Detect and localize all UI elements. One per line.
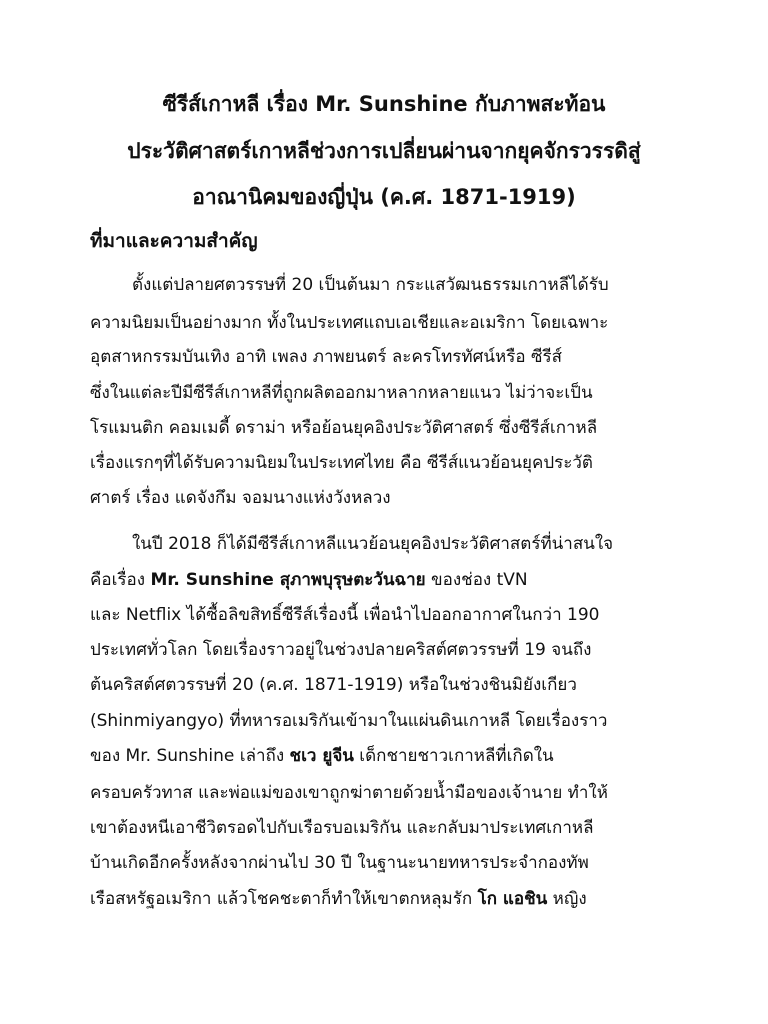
title-line-2: ประวัติศาสตร์เกาหลีช่วงการเปลี่ยนผ่านจากยุคจักรวรรดิสู่ [127, 139, 641, 163]
paragraph-line: ตั้งแต่ปลายศตวรรษที่ 20 เป็นต้นมา กระแสวัฒนธรรมเกาหลีได้รับ [132, 275, 609, 295]
paragraph-line: ครอบครัวทาส และพ่อแม่ของเขาถูกฆ่าตายด้วยน้ำมือของเจ้านาย ทำให้ [90, 783, 608, 803]
text-run: ของ Mr. Sunshine เล่าถึง [90, 746, 290, 766]
text-run: คือเรื่อง [90, 570, 151, 590]
title-line-3: อาณานิคมของญี่ปุ่น (ค.ศ. 1871-1919) [192, 185, 576, 209]
text-run: ของช่อง tVN [425, 570, 528, 590]
drama-title-bold: Mr. Sunshine สุภาพบุรุษตะวันฉาย [150, 570, 426, 590]
section-heading: ที่มาและความสำคัญ [90, 230, 258, 252]
character-name-bold: โก แอชิน [477, 889, 548, 909]
paragraph-line: เขาต้องหนีเอาชีวิตรอดไปกับเรือรบอเมริกัน และกลับมาประเทศเกาหลี [90, 818, 594, 838]
paragraph-line: ประเทศทั่วโลก โดยเรื่องราวอยู่ในช่วงปลายคริสต์ศตวรรษที่ 19 จนถึง [90, 640, 592, 660]
paragraph-line: ความนิยมเป็นอย่างมาก ทั้งในประเทศแถบเอเชียและอเมริกา โดยเฉพาะ [90, 313, 609, 333]
paragraph-line: โรแมนติก คอมเมดี้ ดราม่า หรือย้อนยุคอิงประวัติศาสตร์ ซึ่งซีรีส์เกาหลี [90, 418, 598, 438]
paragraph-line: เรื่องแรกๆที่ได้รับความนิยมในประเทศไทย คือ ซีรีส์แนวย้อนยุคประวัติ [90, 453, 593, 473]
paragraph-line: และ Netflix ได้ซื้อลิขสิทธิ์ซีรีส์เรื่องนี้ เพื่อนำไปออกอากาศในกว่า 190 [90, 605, 600, 625]
text-run: หญิง [547, 889, 587, 909]
character-name-bold: ชเว ยูจีน [289, 746, 354, 766]
title-line-1: ซีรีส์เกาหลี เรื่อง Mr. Sunshine กับภาพสะท้อน [162, 92, 606, 116]
paragraph-line [90, 572, 528, 589]
paragraph-line [90, 891, 587, 908]
paragraph-line: ศาตร์ เรื่อง แดจังกึม จอมนางแห่งวังหลวง [90, 488, 391, 508]
paragraph-line: อุตสาหกรรมบันเทิง อาทิ เพลง ภาพยนตร์ ละครโทรทัศน์หรือ ซีรีส์ [90, 347, 563, 367]
paragraph-line: (Shinmiyangyo) ที่ทหารอเมริกันเข้ามาในแผ่นดินเกาหลี โดยเรื่องราว [90, 711, 608, 731]
text-run: เด็กชายชาวเกาหลีที่เกิดใน [353, 746, 554, 766]
paragraph-line: ซึ่งในแต่ละปีมีซีรีส์เกาหลีที่ถูกผลิตออกมาหลากหลายแนว ไม่ว่าจะเป็น [90, 383, 593, 403]
paragraph-line: ในปี 2018 ก็ได้มีซีรีส์เกาหลีแนวย้อนยุคอิงประวัติศาสตร์ที่น่าสนใจ [132, 534, 614, 554]
text-run: เรือสหรัฐอเมริกา แล้วโชคชะตาก็ทำให้เขาตกหลุมรัก [90, 889, 478, 909]
paragraph-line: ต้นคริสต์ศตวรรษที่ 20 (ค.ศ. 1871-1919) หรือในช่วงชินมิยังเกียว [90, 675, 577, 695]
paragraph-line: บ้านเกิดอีกครั้งหลังจากผ่านไป 30 ปี ในฐานะนายทหารประจำกองทัพ [90, 853, 589, 873]
paragraph-line [90, 748, 554, 765]
